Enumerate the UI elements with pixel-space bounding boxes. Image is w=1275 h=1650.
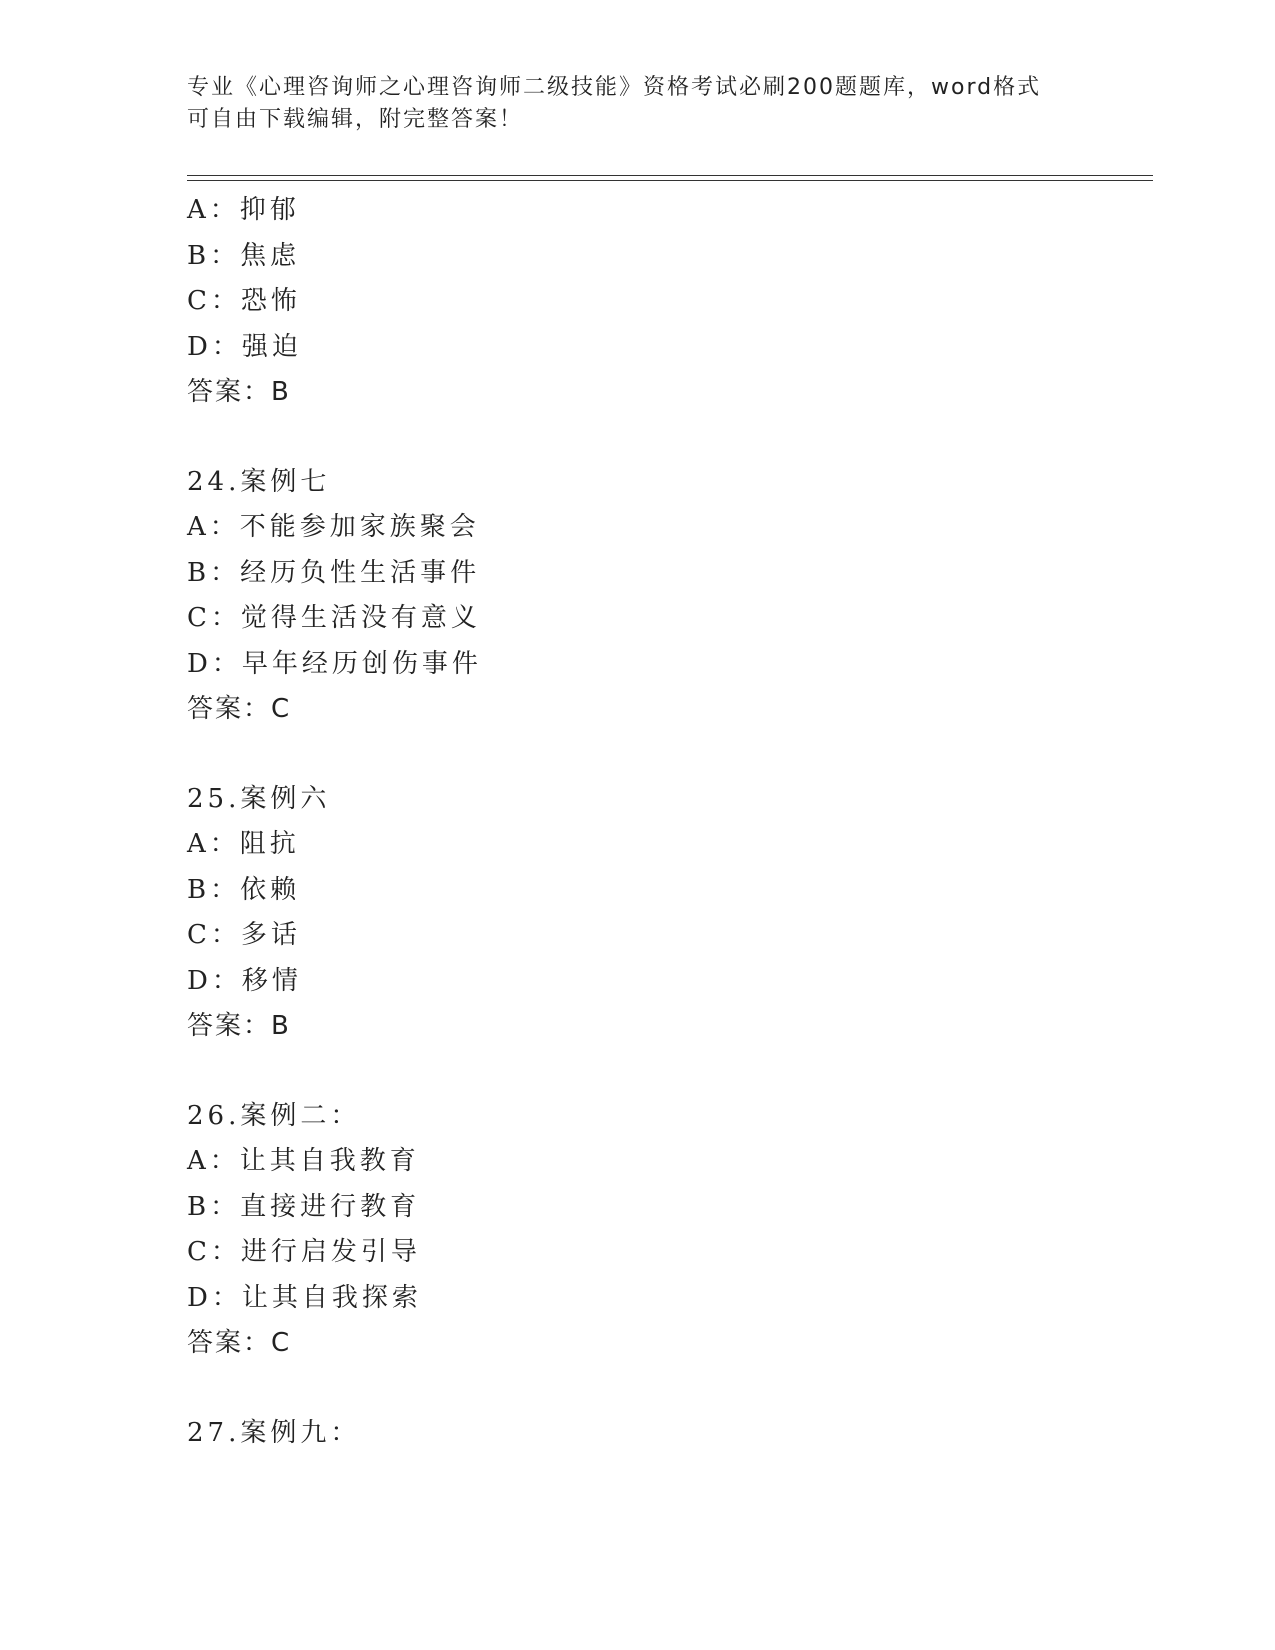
option-c: C：觉得生活没有意义 (187, 603, 481, 633)
option-d: D：早年经历创伤事件 (187, 648, 482, 679)
header-divider-top (187, 175, 1153, 176)
answer: 答案：C (187, 694, 292, 724)
option-a: A：抑郁 (187, 195, 300, 225)
question-23 (187, 188, 1153, 416)
option-a: A：阻抗 (187, 829, 300, 859)
question-title: 27.案例九： (187, 1417, 361, 1448)
question-list (187, 188, 1153, 1456)
document-header (187, 72, 1067, 136)
option-b: B：焦虑 (187, 240, 301, 271)
option-a: A：不能参加家族聚会 (187, 512, 480, 542)
header-line-2: 可自由下载编辑，附完整答案！ (187, 107, 524, 132)
option-c: C：恐怖 (187, 286, 301, 316)
question-24 (187, 460, 1153, 733)
question-title: 24.案例七 (187, 466, 331, 497)
option-b: B：经历负性生活事件 (187, 557, 481, 588)
answer: 答案：B (187, 1011, 291, 1041)
question-27 (187, 1411, 1153, 1457)
option-c: C：多话 (187, 920, 301, 950)
option-d: D：移情 (187, 965, 302, 996)
question-25 (187, 777, 1153, 1050)
header-divider-bottom (187, 180, 1153, 181)
option-b: B：依赖 (187, 874, 301, 905)
header-line-1: 专业《心理咨询师之心理咨询师二级技能》资格考试必刷200题题库，word格式 (187, 75, 1042, 100)
question-26 (187, 1094, 1153, 1367)
answer: 答案：B (187, 377, 291, 407)
answer: 答案：C (187, 1328, 292, 1358)
option-b: B：直接进行教育 (187, 1191, 421, 1222)
question-title: 26.案例二： (187, 1100, 361, 1131)
option-c: C：进行启发引导 (187, 1237, 421, 1267)
option-d: D：让其自我探索 (187, 1282, 422, 1313)
question-title: 25.案例六 (187, 783, 331, 814)
option-a: A：让其自我教育 (187, 1146, 420, 1176)
option-d: D：强迫 (187, 331, 302, 362)
